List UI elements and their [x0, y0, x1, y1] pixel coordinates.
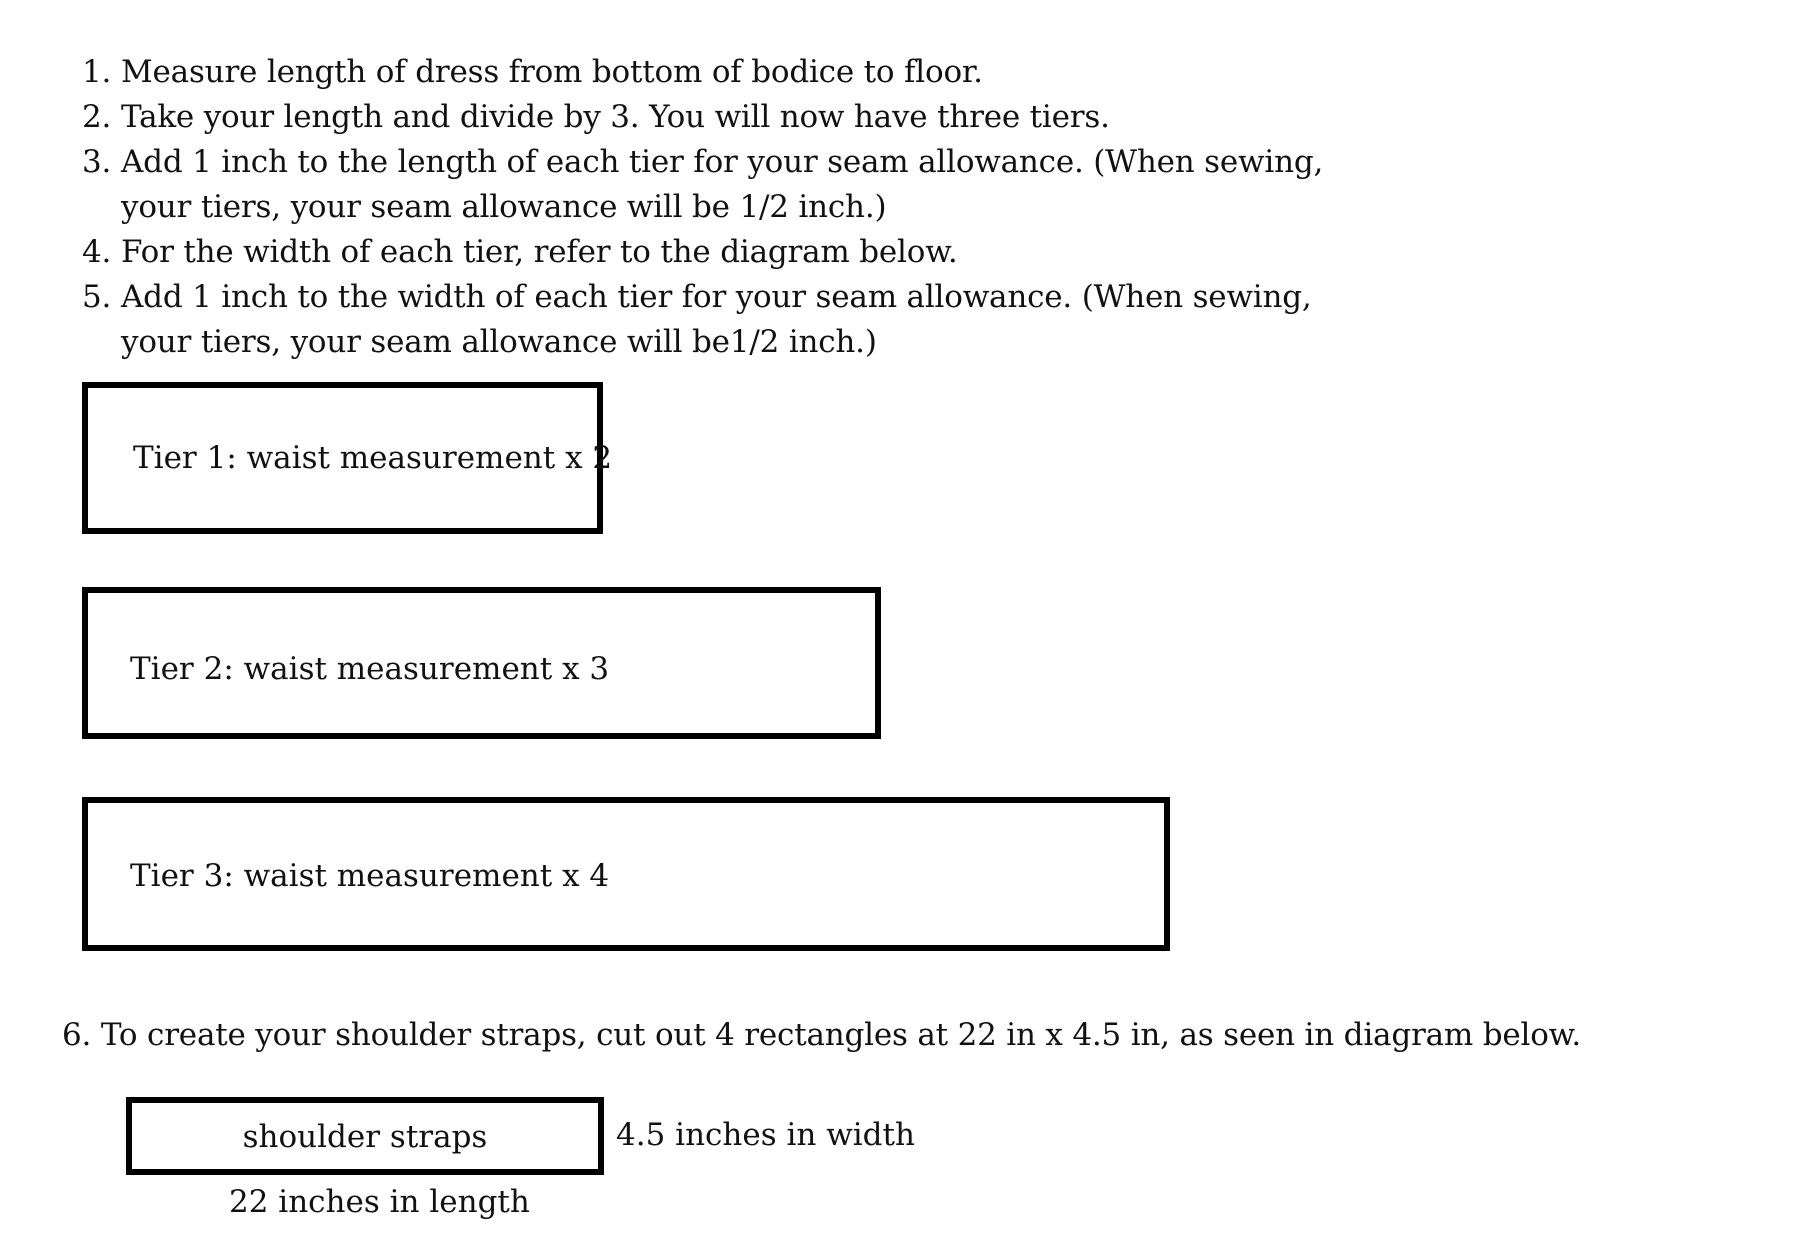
tier-3-label: Tier 3: waist measurement x 4	[130, 858, 610, 894]
tier-1-label: Tier 1: waist measurement x 2	[133, 440, 613, 476]
tier-2-label: Tier 2: waist measurement x 3	[130, 651, 610, 687]
instruction-step-2	[82, 95, 1382, 140]
shoulder-strap-label: shoulder straps	[242, 1119, 488, 1155]
step-number: 4.	[82, 234, 112, 270]
shoulder-strap-width-label: 4.5 inches in width	[616, 1117, 915, 1153]
step-text: Add 1 inch to the length of each tier for your seam allowance. (When sewing, your tiers, your seam allowance will be 1/2 inch.)	[121, 144, 1324, 225]
instruction-list	[82, 50, 1382, 365]
step-text: Take your length and divide by 3. You will now have three tiers.	[121, 99, 1110, 135]
instruction-step-5	[82, 275, 1382, 365]
step-number: 1.	[82, 54, 112, 90]
shoulder-strap-length-label: 22 inches in length	[229, 1184, 530, 1220]
step-text: To create your shoulder straps, cut out 4 rectangles at 22 in x 4.5 in, as seen in diagram below.	[100, 1017, 1581, 1053]
instruction-step-6	[62, 1015, 1581, 1055]
tier-3-box	[82, 797, 1170, 951]
step-text: Measure length of dress from bottom of bodice to floor.	[121, 54, 983, 90]
instruction-step-3	[82, 140, 1382, 230]
step-number: 2.	[82, 99, 112, 135]
step-number: 3.	[82, 144, 112, 180]
tier-2-box	[82, 587, 881, 739]
step-number: 6.	[62, 1017, 92, 1053]
shoulder-strap-box	[126, 1097, 604, 1175]
instruction-step-4	[82, 230, 1382, 275]
tier-1-box	[82, 382, 613, 534]
step-text: For the width of each tier, refer to the diagram below.	[121, 234, 958, 270]
step-number: 5.	[82, 279, 112, 315]
step-text: Add 1 inch to the width of each tier for your seam allowance. (When sewing, your tiers, your seam allowance will be1/2 inch.)	[121, 279, 1312, 360]
instruction-step-1	[82, 50, 1382, 95]
